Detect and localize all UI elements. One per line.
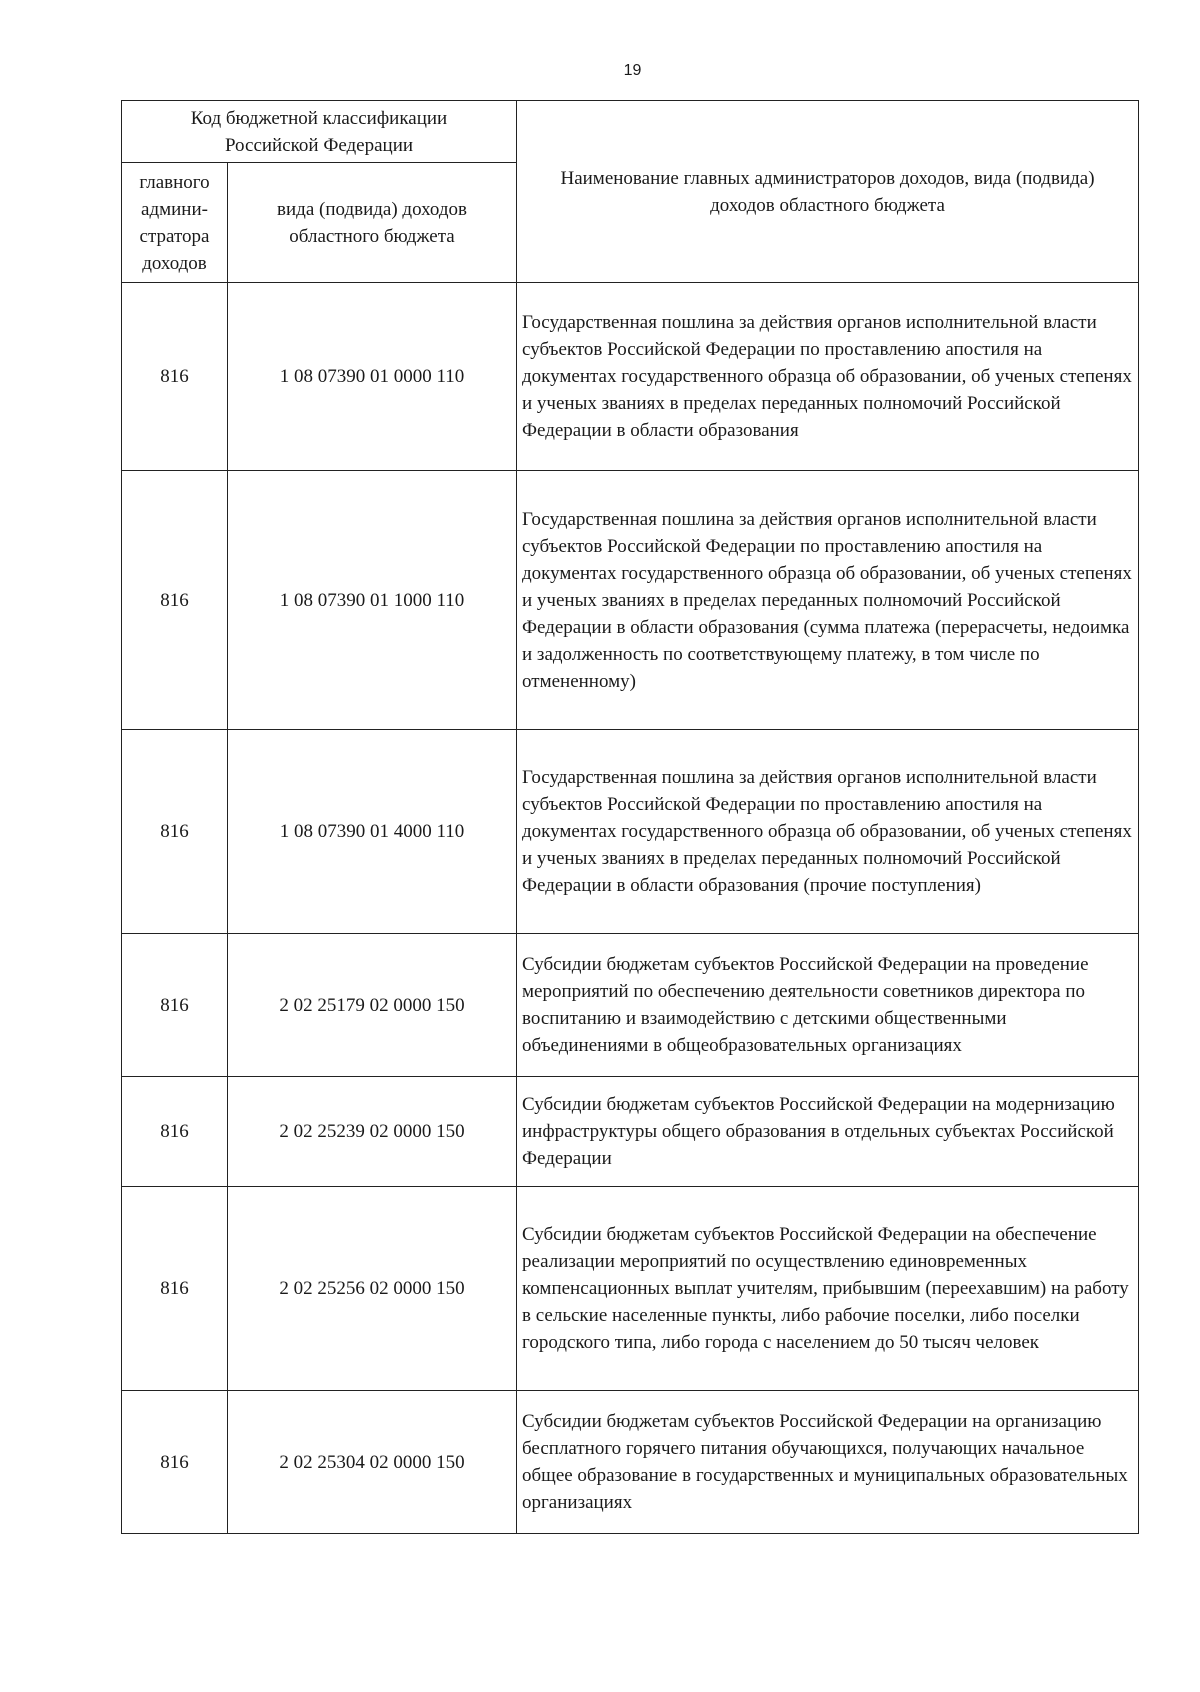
revenue-name-cell: Субсидии бюджетам субъектов Российской Федерации на проведение мероприятий по обеспечению деятельности советников директора по воспитанию и взаимодействию с детскими общественными объединениями в общеобразовательных организациях bbox=[517, 934, 1139, 1077]
admin-code-cell: 816 bbox=[122, 1187, 228, 1391]
admin-code-cell: 816 bbox=[122, 1077, 228, 1187]
table-row bbox=[122, 1077, 1139, 1187]
revenue-code-cell: 2 02 25256 02 0000 150 bbox=[228, 1187, 517, 1391]
revenue-name-cell: Субсидии бюджетам субъектов Российской Федерации на модернизацию инфраструктуры общего образования в отдельных субъектах Российской Федерации bbox=[517, 1077, 1139, 1187]
admin-code-cell: 816 bbox=[122, 471, 228, 730]
revenue-code-cell: 2 02 25179 02 0000 150 bbox=[228, 934, 517, 1077]
revenue-name-cell: Государственная пошлина за действия органов исполнительной власти субъектов Российской Федерации по проставлению апостиля на документах государственного образца об образовании, об ученых степенях и ученых званиях в пределах переданных полномочий Российской Федерации в области образования (прочие поступления) bbox=[517, 730, 1139, 934]
header-admin-column: главного админи-стратора доходов bbox=[122, 163, 228, 283]
table-row bbox=[122, 471, 1139, 730]
revenue-name-cell: Государственная пошлина за действия органов исполнительной власти субъектов Российской Федерации по проставлению апостиля на документах государственного образца об образовании, об ученых степенях и ученых званиях в пределах переданных полномочий Российской Федерации в области образования bbox=[517, 283, 1139, 471]
revenue-name-cell: Государственная пошлина за действия органов исполнительной власти субъектов Российской Федерации по проставлению апостиля на документах государственного образца об образовании, об ученых степенях и ученых званиях в пределах переданных полномочий Российской Федерации в области образования (сумма платежа (перерасчеты, недоимка и задолженность по соответствующему платежу, в том числе по отмененному) bbox=[517, 471, 1139, 730]
admin-code-cell: 816 bbox=[122, 1391, 228, 1534]
budget-classification-table bbox=[121, 100, 1139, 1534]
admin-code-cell: 816 bbox=[122, 730, 228, 934]
table-row bbox=[122, 730, 1139, 934]
table-row bbox=[122, 934, 1139, 1077]
revenue-name-cell: Субсидии бюджетам субъектов Российской Федерации на организацию бесплатного горячего питания обучающихся, получающих начальное общее образование в государственных и муниципальных образовательных организациях bbox=[517, 1391, 1139, 1534]
header-code-column: вида (подвида) доходов областного бюджета bbox=[228, 163, 517, 283]
revenue-name-cell: Субсидии бюджетам субъектов Российской Федерации на обеспечение реализации мероприятий по осуществлению единовременных компенсационных выплат учителям, прибывшим (переехавшим) на работу в сельские населенные пункты, либо рабочие поселки, либо поселки городского типа, либо города с населением до 50 тысяч человек bbox=[517, 1187, 1139, 1391]
revenue-code-cell: 1 08 07390 01 4000 110 bbox=[228, 730, 517, 934]
revenue-code-cell: 1 08 07390 01 1000 110 bbox=[228, 471, 517, 730]
table-row bbox=[122, 283, 1139, 471]
header-budget-code-group: Код бюджетной классификации Российской Федерации bbox=[122, 101, 517, 163]
page-number: 19 bbox=[623, 62, 642, 79]
revenue-code-cell: 2 02 25304 02 0000 150 bbox=[228, 1391, 517, 1534]
admin-code-cell: 816 bbox=[122, 283, 228, 471]
header-name-column: Наименование главных администраторов доходов, вида (подвида) доходов областного бюджета bbox=[517, 101, 1139, 283]
header-row-group bbox=[122, 101, 1139, 163]
table-row bbox=[122, 1391, 1139, 1534]
table-row bbox=[122, 1187, 1139, 1391]
admin-code-cell: 816 bbox=[122, 934, 228, 1077]
revenue-code-cell: 1 08 07390 01 0000 110 bbox=[228, 283, 517, 471]
revenue-code-cell: 2 02 25239 02 0000 150 bbox=[228, 1077, 517, 1187]
